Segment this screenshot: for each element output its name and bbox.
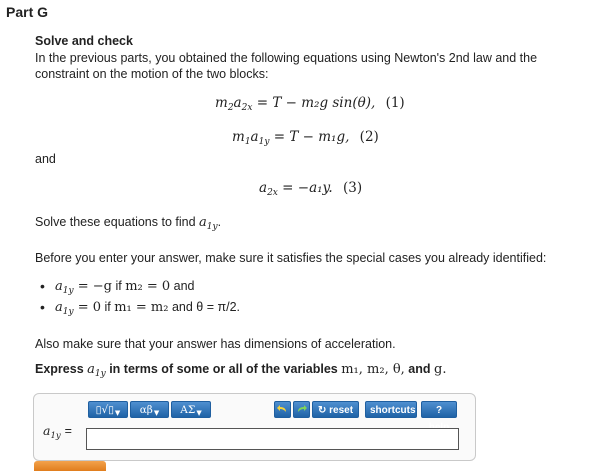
special-cases-list xyxy=(35,277,240,319)
shortcuts-button[interactable] xyxy=(365,401,417,418)
equation-1-number: (1) xyxy=(385,95,405,111)
chevron-down-icon: ▼ xyxy=(153,409,160,417)
chevron-down-icon: ▼ xyxy=(196,409,202,417)
special-case-1: • $a_{1y} = -g$ if m₂ = 0 and xyxy=(40,278,195,296)
answer-input[interactable] xyxy=(86,428,459,450)
case-1-condition: m₂ = 0 xyxy=(125,279,171,294)
redo-button[interactable] xyxy=(293,401,310,418)
check-instruction: Before you enter your answer, make sure it satisfies the special cases you already identified: xyxy=(35,251,547,265)
express-instruction: Express $a_{1y}$ in terms of some or all of the variables m₁, m₂, θ, and g. xyxy=(35,362,447,379)
answer-label-var: a xyxy=(43,423,51,438)
equation-2-rhs: T − m₁g, xyxy=(289,129,350,145)
equation-3-number: (3) xyxy=(342,180,363,196)
solve-instruction: Solve these equations to find $a_{1y}$. xyxy=(35,215,222,232)
greek-menu-button[interactable] xyxy=(130,401,169,418)
special-case-2: • $a_{1y} = 0$ if m₁ = m₂ and θ = π/2. xyxy=(40,299,241,317)
case-2-tail: and θ = π/2. xyxy=(171,300,241,314)
equation-3: $a_{2x} = -a_1y$. (3) xyxy=(259,180,363,198)
answer-label-equals: = xyxy=(64,424,72,438)
symbols-label: ΑΣ xyxy=(180,404,196,416)
submit-button[interactable] xyxy=(34,461,106,471)
express-middle: in terms of some or all of the variables xyxy=(109,362,338,376)
intro-line-1: In the previous parts, you obtained the following equations using Newton's 2nd law and the xyxy=(35,51,538,65)
case-1-if: if xyxy=(115,279,122,293)
help-icon: ? xyxy=(435,405,443,416)
answer-label xyxy=(43,423,72,441)
equation-1-rhs: T − m₂g sin(θ), xyxy=(272,95,376,111)
reset-label: reset xyxy=(329,405,354,416)
case-2-lhs: = 0 xyxy=(77,300,102,315)
reset-icon: ↻ xyxy=(317,405,327,416)
dimension-instruction: Also make sure that your answer has dimensions of acceleration. xyxy=(35,337,396,351)
reset-button[interactable] xyxy=(312,401,359,418)
express-and: and xyxy=(408,362,431,376)
equation-2-number: (2) xyxy=(359,129,379,145)
redo-icon xyxy=(296,404,307,415)
express-prefix: Express xyxy=(35,362,84,376)
express-last-variable: g. xyxy=(434,362,447,377)
answer-box xyxy=(33,393,476,461)
undo-button[interactable] xyxy=(274,401,291,418)
shortcuts-label: shortcuts xyxy=(370,405,416,416)
section-title: Solve and check xyxy=(35,34,133,48)
symbols-menu-button[interactable] xyxy=(171,401,211,418)
intro-line-2: constraint on the motion of the two blocks: xyxy=(35,67,269,81)
and-label: and xyxy=(35,152,56,166)
case-2-condition: m₁ = m₂ xyxy=(114,300,169,315)
equation-1: $m_2a_{2x} = T - m_2g$ sin(θ), (1) xyxy=(215,95,405,113)
case-1-lhs: = −g xyxy=(77,279,112,294)
answer-label-sub: 1y xyxy=(50,431,61,441)
case-1-tail: and xyxy=(173,279,195,293)
equation-3-rhs: −a₁y. xyxy=(297,180,333,196)
help-button[interactable] xyxy=(421,401,457,418)
template-label: ▯√▯ xyxy=(95,404,114,416)
chevron-down-icon: ▼ xyxy=(114,409,121,417)
case-2-if: if xyxy=(104,300,111,314)
solve-prefix: Solve these equations to find xyxy=(35,215,196,229)
part-title: Part G xyxy=(6,4,49,20)
greek-label: αβ xyxy=(139,404,153,416)
express-variables: m₁, m₂, θ, xyxy=(341,362,405,377)
equation-2: $m_1a_{1y} = T - m_1g$, (2) xyxy=(232,129,379,147)
undo-icon xyxy=(277,404,288,415)
template-menu-button[interactable] xyxy=(88,401,128,418)
